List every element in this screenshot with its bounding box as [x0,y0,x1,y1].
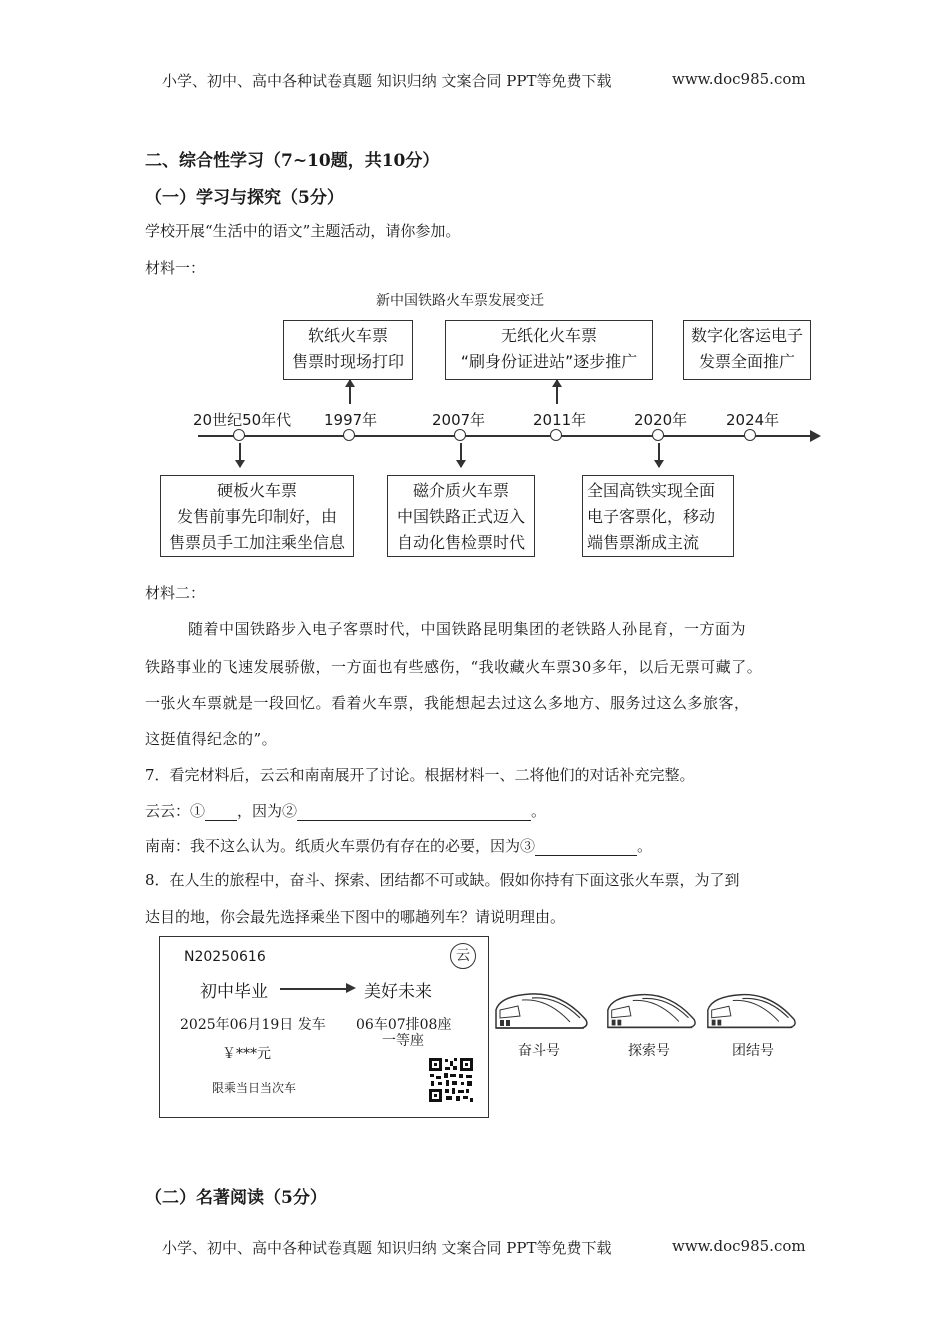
material2-label: 材料二： [145,584,206,602]
ticket-class: 一等座 [382,1033,424,1049]
train-label: 团结号 [732,1043,774,1059]
section-title: 二、综合性学习（7~10题，共10分） [145,151,440,171]
timeline-axis [198,435,812,437]
box-line: 中国铁路正式迈入 [396,507,525,526]
q7-yun-prefix: 云云：① [145,802,206,820]
timeline-title: 新中国铁路火车票发展变迁 [376,293,544,309]
train-tuanjie[interactable] [704,988,800,1058]
ticket-price: ￥***元 [222,1046,271,1062]
box-line: 全国高铁实现全面 [587,481,716,500]
box-line: 售票时现场打印 [291,352,404,371]
footer-url[interactable]: www.doc985.com [672,1237,806,1255]
box-hardboard-ticket [160,475,354,557]
ticket-route-arrowhead [346,983,356,993]
subsection-title-1: （一）学习与探究（5分） [145,188,344,208]
ticket-from: 初中毕业 [200,982,268,1002]
box-line: 售票员手工加注乘坐信息 [168,533,345,552]
box-e-ticket [582,475,734,557]
arrow-up-1997 [349,380,351,404]
train-tansuo[interactable] [604,988,700,1058]
material2-line: 一张火车票就是一段回忆。看着火车票，我能想起去过这么多地方、服务过这么多旅客， [145,694,750,712]
ticket-to: 美好未来 [364,982,432,1002]
box-line: 电子客票化，移动 [587,507,716,526]
train-icon [704,988,800,1036]
node-2020 [652,429,664,441]
q8-line: 8．在人生的旅程中，奋斗、探索、团结都不可或缺。假如你持有下面这张火车票，为了到 [145,871,740,889]
box-line: 端售票渐成主流 [587,533,700,552]
ticket-date: 2025年06月19日 发车 [180,1017,326,1033]
ticket-route-arrow [280,988,350,990]
year-2020: 2020年 [634,411,688,429]
ticket-note: 限乘当日当次车 [212,1081,297,1095]
node-2007 [454,429,466,441]
q7-yunyun-line [145,800,546,821]
year-1997: 1997年 [324,411,378,429]
footer-left: 小学、初中、高中各种试卷真题 知识归纳 文案合同 PPT等免费下载 [162,1239,612,1257]
box-line: 自动化售检票时代 [396,533,525,552]
material2-line: 这挺值得纪念的”。 [145,730,278,748]
box-line: 硬板火车票 [216,481,297,500]
box-line: 发售前事先印制好，由 [176,507,337,526]
material2-line: 铁路事业的飞速发展骄傲，一方面也有些感伤，“我收藏火车票30多年，以后无票可藏了。 [145,658,763,676]
node-1997 [343,429,355,441]
arrow-down-2007 [460,443,462,467]
node-2024 [744,429,756,441]
train-icon [492,988,592,1036]
answer-blank-3[interactable] [535,839,637,856]
q7-stem: 7．看完材料后，云云和南南展开了讨论。根据材料一、二将他们的对话补充完整。 [145,766,695,784]
header-url[interactable]: www.doc985.com [672,70,806,88]
q7-yun-end: 。 [531,802,547,820]
q8-line: 达目的地，你会最先选择乘坐下图中的哪趟列车？请说明理由。 [145,908,566,926]
qr-code-icon [428,1057,474,1103]
year-1950s: 20世纪50年代 [193,411,292,429]
arrow-up-2011 [556,380,558,404]
answer-blank-1[interactable] [205,804,237,821]
box-line: 软纸火车票 [307,326,388,345]
train-label: 奋斗号 [518,1043,560,1059]
train-icon [604,988,700,1036]
box-soft-paper-ticket [283,320,413,380]
material1-label: 材料一： [145,259,206,277]
box-magnetic-ticket [387,475,535,557]
box-line: 发票全面推广 [698,352,795,371]
ticket-number: N20250616 [184,949,266,965]
node-1950s [233,429,245,441]
year-2024: 2024年 [726,411,780,429]
train-ticket [159,936,489,1118]
box-paperless-ticket [445,320,653,380]
box-line: 磁介质火车票 [412,481,509,500]
answer-blank-2[interactable] [297,804,531,821]
train-fendou[interactable] [492,988,592,1058]
subsection-title-2: （二）名著阅读（5分） [145,1188,327,1208]
q7-yun-because: ，因为② [237,802,298,820]
box-digital-invoice [683,320,811,380]
node-2011 [550,429,562,441]
header-left: 小学、初中、高中各种试卷真题 知识归纳 文案合同 PPT等免费下载 [162,72,612,90]
box-line: “刷身份证进站”逐步推广 [460,352,638,371]
q7-nan-text: 南南：我不这么认为。纸质火车票仍有存在的必要，因为③ [145,837,536,855]
q7-nan-end: 。 [637,837,653,855]
material2-line: 随着中国铁路步入电子客票时代，中国铁路昆明集团的老铁路人孙昆育，一方面为 [188,620,747,638]
ticket-seat: 06车07排08座 [356,1017,452,1033]
timeline-arrowhead [810,430,821,442]
arrow-down-2020 [658,443,660,467]
arrow-down-1950s [239,443,241,467]
train-label: 探索号 [628,1043,670,1059]
year-2007: 2007年 [432,411,486,429]
intro-text: 学校开展“生活中的语文”主题活动，请你参加。 [145,222,461,240]
q7-nannan-line [145,835,652,856]
box-line: 无纸化火车票 [500,326,597,345]
box-line: 数字化客运电子 [690,326,803,345]
ticket-badge: 云 [450,943,476,969]
year-2011: 2011年 [533,411,587,429]
